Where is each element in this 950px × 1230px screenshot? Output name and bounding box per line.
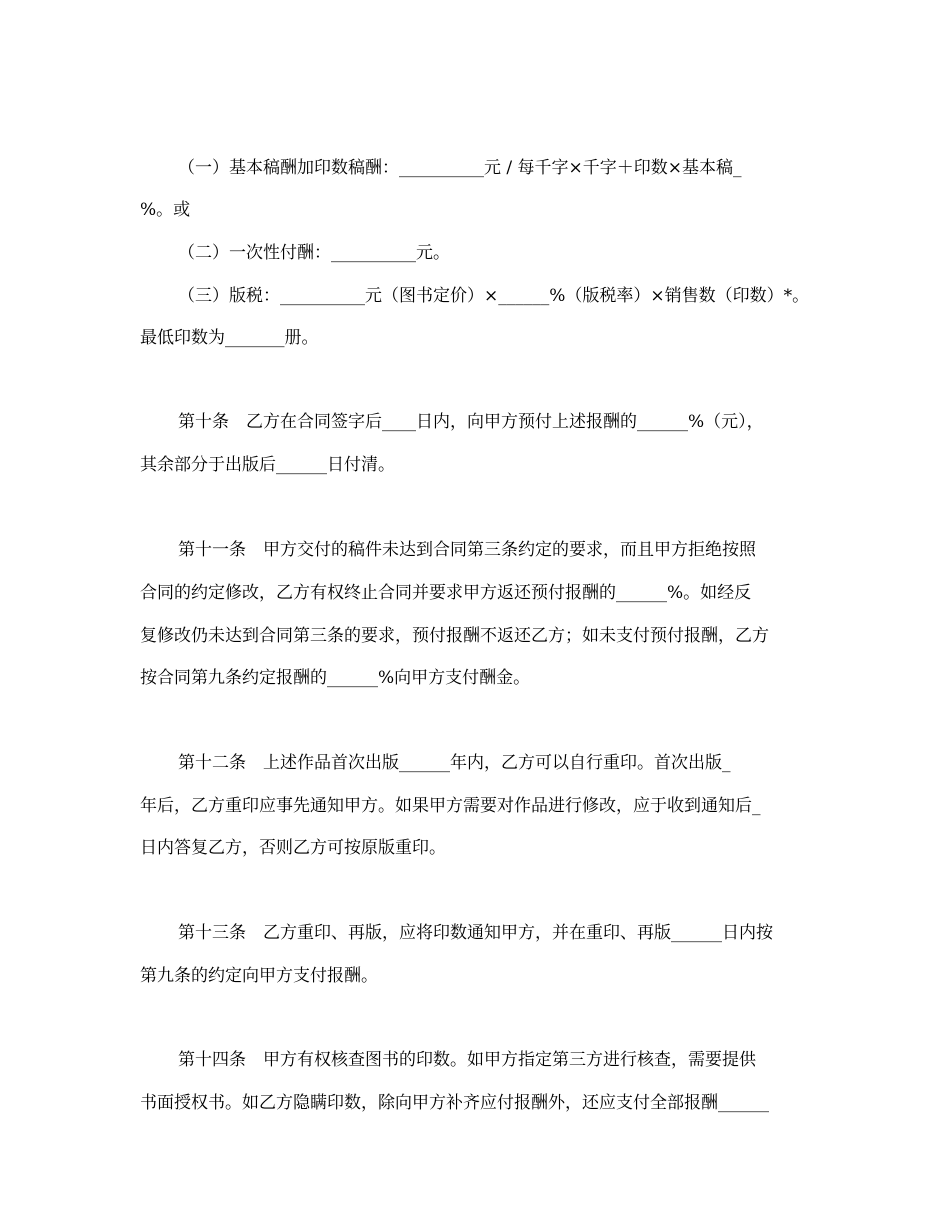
clause-11-line-2: 合同的约定修改，乙方有权终止合同并要求甲方返还预付报酬的______%。如经反 <box>140 583 752 603</box>
clause-10-line-2: 其余部分于出版后______日付清。 <box>140 455 395 475</box>
clause-12-line-1: 第十二条 上述作品首次出版______年内，乙方可以自行重印。首次出版_ <box>178 753 731 773</box>
clause-11-line-3: 复修改仍未达到合同第三条的要求，预付报酬不返还乙方；如未支付预付报酬，乙方 <box>140 626 769 646</box>
clause-13-line-2: 第九条的约定向甲方支付报酬。 <box>140 966 378 986</box>
clause-9-item-3-cont: 最低印数为_______册。 <box>140 328 319 348</box>
clause-12-line-3: 日内答复乙方，否则乙方可按原版重印。 <box>140 838 446 858</box>
clause-13-line-1: 第十三条 乙方重印、再版，应将印数通知甲方，并在重印、再版______日内按 <box>178 923 773 943</box>
clause-9-item-2: （二）一次性付酬：__________元。 <box>178 243 450 263</box>
clause-9-item-1-cont: %。或 <box>140 200 191 220</box>
clause-11-line-4: 按合同第九条约定报酬的______%向甲方支付酬金。 <box>140 668 531 688</box>
clause-12-line-2: 年后，乙方重印应事先通知甲方。如果甲方需要对作品进行修改，应于收到通知后_ <box>140 796 761 816</box>
clause-9-item-1: （一）基本稿酬加印数稿酬：__________元 / 每千字×千字＋印数×基本稿_ <box>178 158 742 178</box>
clause-14-line-1: 第十四条 甲方有权核查图书的印数。如甲方指定第三方进行核查，需要提供 <box>178 1050 756 1070</box>
clause-11-line-1: 第十一条 甲方交付的稿件未达到合同第三条约定的要求，而且甲方拒绝按照 <box>178 540 756 560</box>
clause-9-item-3: （三）版税：__________元（图书定价）×______%（版税率）×销售数（印数）*。 <box>178 286 810 306</box>
clause-14-line-2: 书面授权书。如乙方隐瞒印数，除向甲方补齐应付报酬外，还应支付全部报酬______ <box>140 1093 769 1113</box>
clause-10-line-1: 第十条 乙方在合同签字后____日内，向甲方预付上述报酬的______%（元）， <box>178 412 764 432</box>
